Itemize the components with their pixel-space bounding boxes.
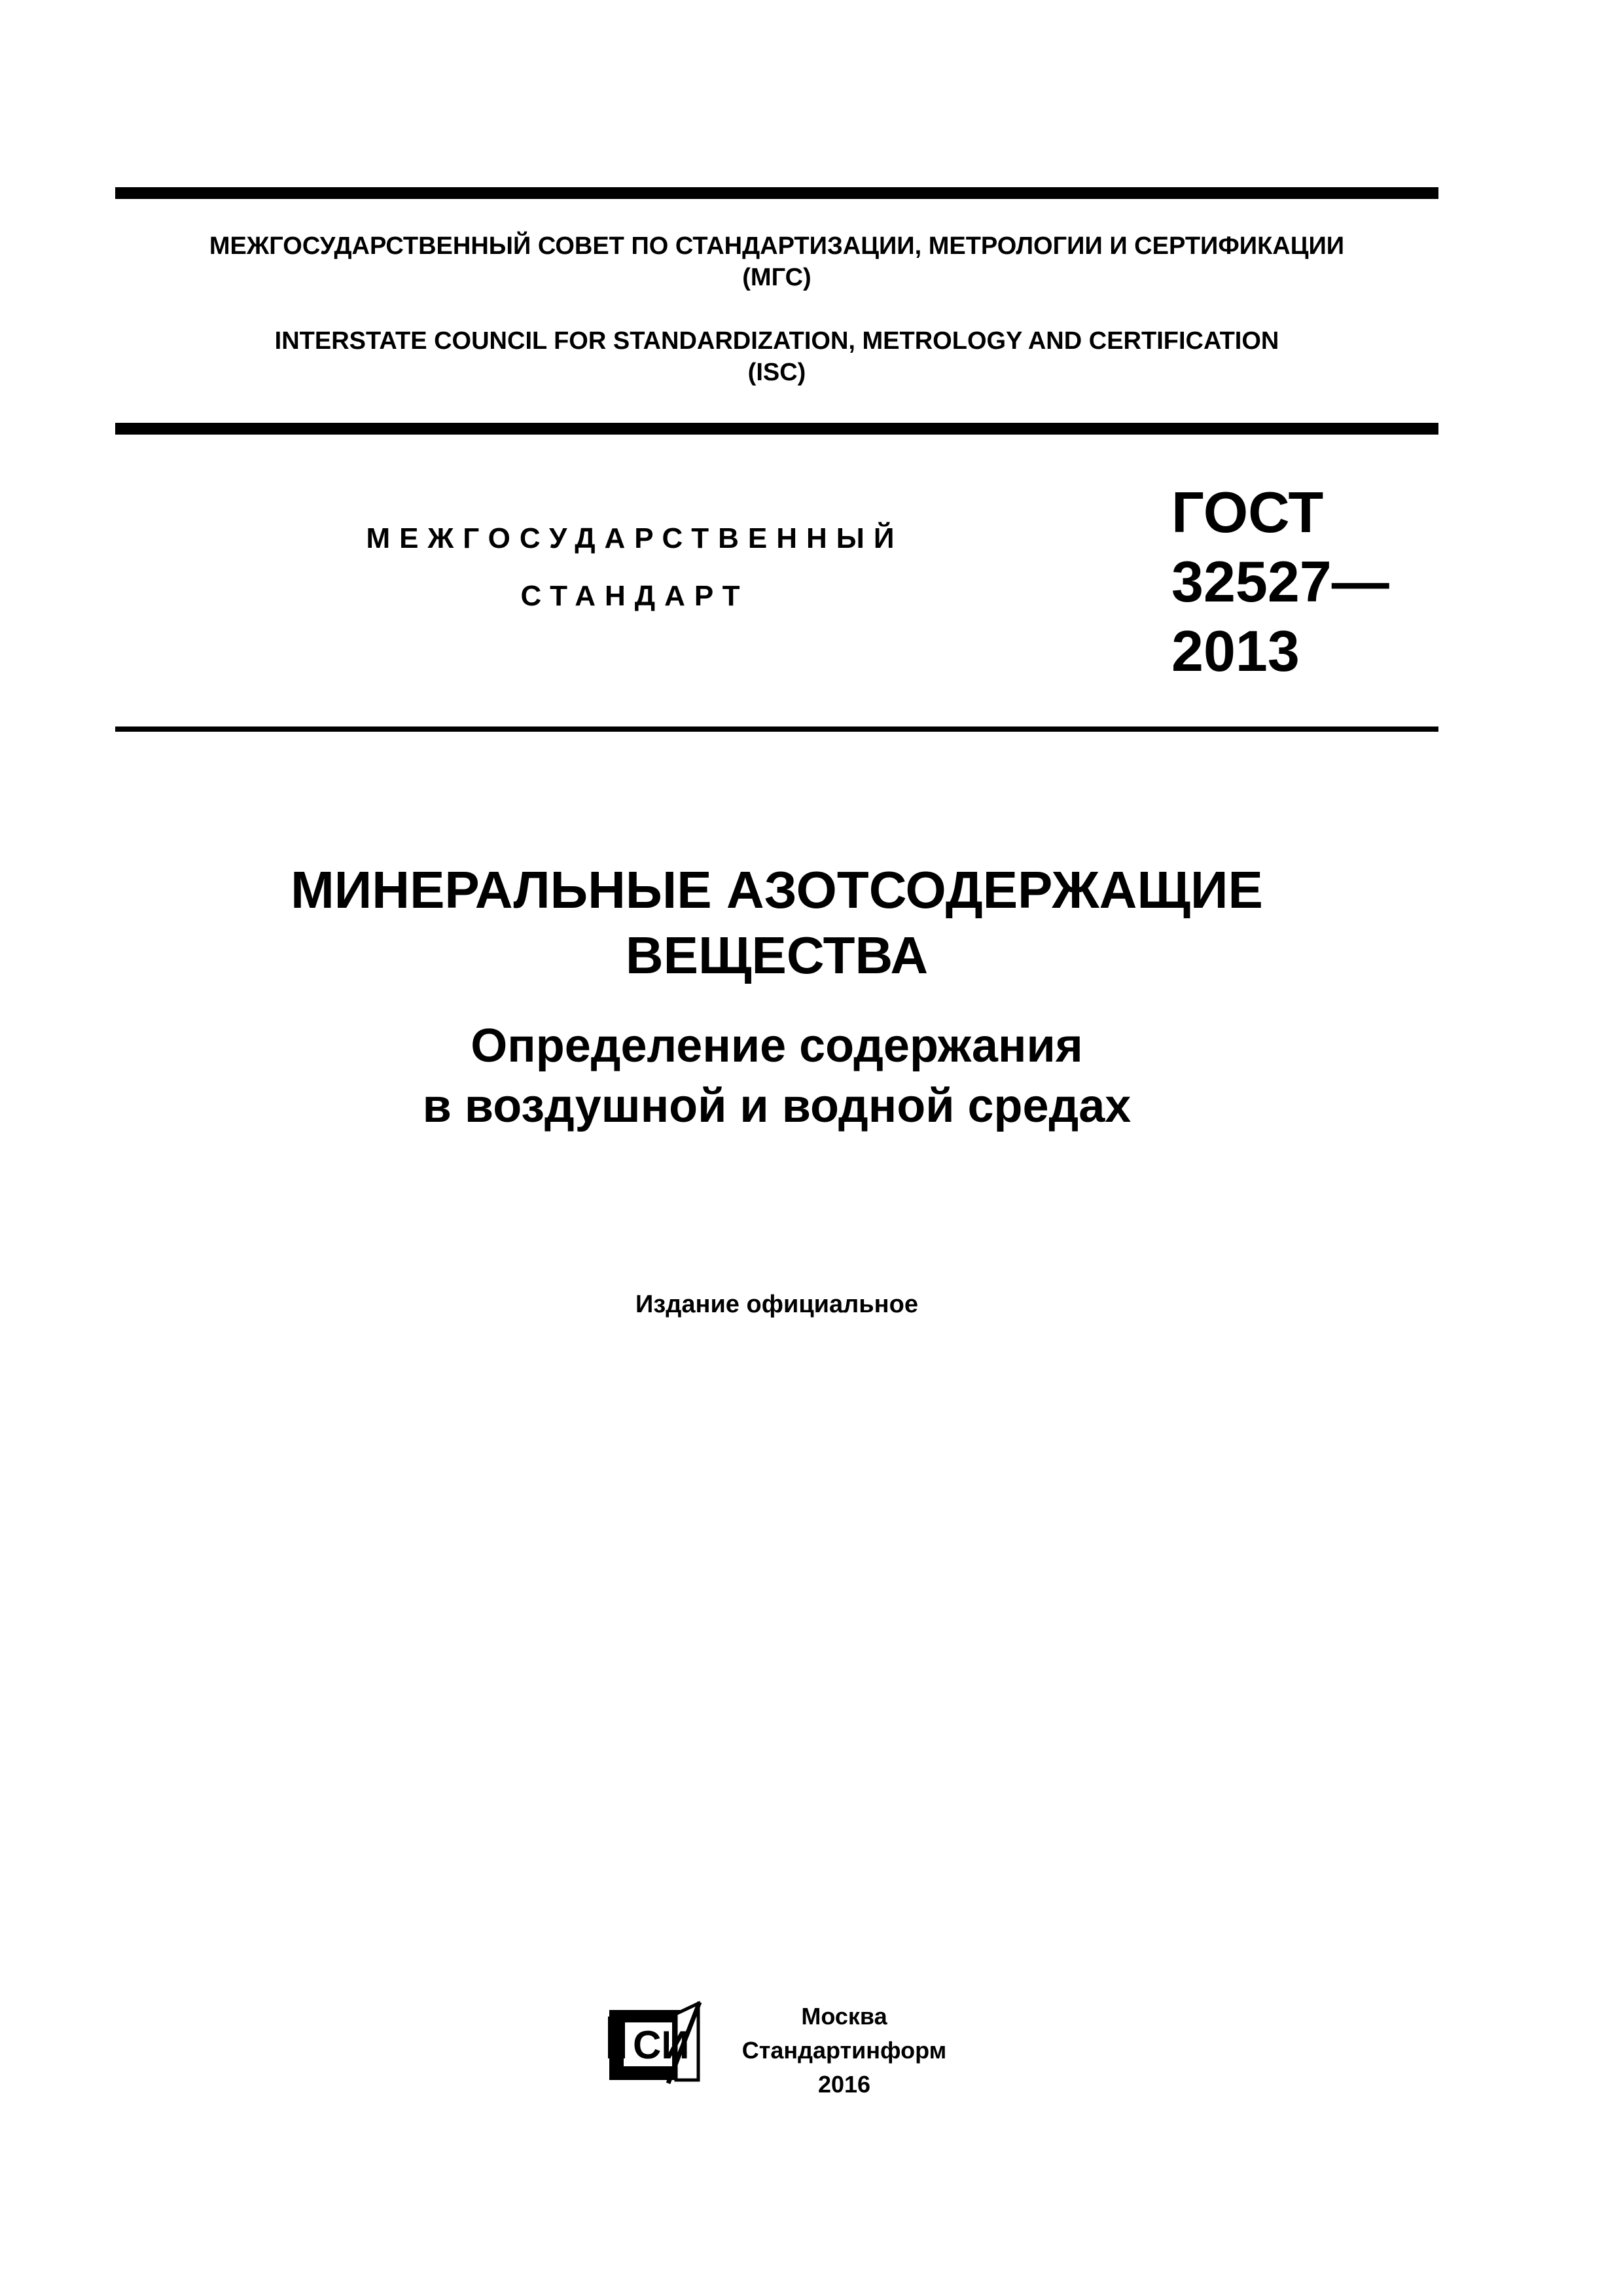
subtitle-line-2: в воздушной и водной средах (422, 1080, 1132, 1132)
imprint-year: 2016 (817, 2071, 871, 2098)
edition-note: Издание официальное (635, 1291, 918, 1318)
council-english-name: INTERSTATE COUNCIL FOR STANDARDIZATION, METROLOGY AND CERTIFICATION (274, 327, 1279, 355)
document-subtitle (115, 1016, 1438, 1136)
designation-number: 32527— (1171, 549, 1389, 614)
logo-letters: СИ (633, 2023, 690, 2067)
standard-kind-line-1: МЕЖГОСУДАРСТВЕННЫЙ (366, 522, 904, 554)
title-line-2: ВЕЩЕСТВА (625, 926, 929, 984)
subtitle-line-1: Определение содержания (471, 1020, 1083, 1072)
standard-kind-line-2: СТАНДАРТ (520, 580, 749, 612)
bottom-divider (115, 726, 1438, 732)
middle-divider (115, 423, 1438, 435)
designation-prefix: ГОСТ (1171, 480, 1324, 545)
imprint-city: Москва (801, 2003, 887, 2030)
council-russian-name: МЕЖГОСУДАРСТВЕННЫЙ СОВЕТ ПО СТАНДАРТИЗАЦИИ, МЕТРОЛОГИИ И СЕРТИФИКАЦИИ (209, 232, 1345, 260)
designation-year: 2013 (1171, 619, 1300, 683)
standartinform-logo-icon (608, 2001, 713, 2088)
document-title (115, 857, 1438, 988)
top-divider (115, 187, 1438, 199)
council-english (115, 325, 1438, 388)
council-russian-abbr: (МГС) (742, 264, 812, 291)
standard-designation (1171, 478, 1389, 686)
imprint-publisher: Стандартинформ (741, 2037, 947, 2064)
imprint (726, 2000, 962, 2102)
council-english-abbr: (ISC) (747, 359, 806, 386)
council-russian (115, 230, 1438, 293)
title-line-1: МИНЕРАЛЬНЫЕ АЗОТСОДЕРЖАЩИЕ (291, 861, 1263, 919)
